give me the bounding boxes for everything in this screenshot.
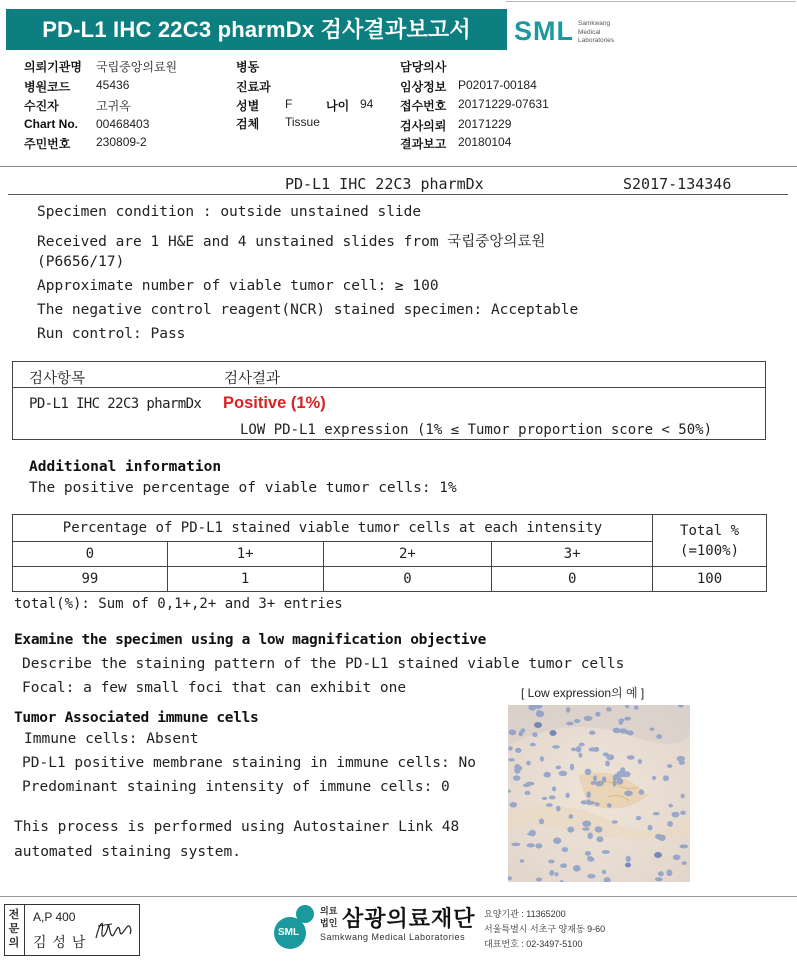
intensity-col-header: 1+ — [167, 542, 323, 567]
nucleus — [553, 837, 561, 844]
nucleus — [514, 764, 520, 771]
nucleus — [508, 758, 515, 761]
nucleus — [656, 835, 663, 840]
nucleus — [536, 843, 543, 848]
value-test-request: 20171229 — [458, 117, 512, 131]
label-resident-no: 주민번호 — [24, 137, 71, 151]
label-institution: 의뢰기관명 — [24, 60, 82, 74]
nucleus — [595, 802, 600, 806]
nucleus — [656, 734, 662, 739]
intensity-value: 0 — [323, 567, 492, 592]
nucleus — [595, 781, 603, 787]
nucleus — [519, 731, 523, 736]
value-clinical-info: P02017-00184 — [458, 78, 537, 92]
nucleus — [574, 719, 581, 723]
nucleus — [546, 803, 553, 807]
value-patient: 고귀옥 — [96, 99, 131, 113]
nucleus — [567, 827, 574, 833]
nucleus — [532, 732, 537, 737]
org-phone: 대표번호 : 02-3497-5100 — [484, 939, 583, 949]
nucleus — [544, 772, 551, 778]
label-age: 나이 — [326, 99, 350, 113]
value-age: 94 — [360, 97, 374, 111]
nucleus — [673, 855, 681, 861]
nucleus — [587, 833, 593, 840]
sml-logo-sub-1: Samkwang — [578, 20, 611, 27]
micrograph-svg — [508, 705, 690, 882]
nucleus — [555, 872, 559, 876]
nucleus — [682, 861, 687, 865]
nucleus — [511, 843, 520, 847]
nucleus — [680, 844, 689, 848]
nucleus — [626, 856, 631, 862]
nucleus — [573, 865, 581, 872]
label-result-report: 결과보고 — [400, 137, 447, 151]
specialist-label: 전문의 — [8, 909, 20, 949]
value-resident-no: 230809-2 — [96, 135, 147, 149]
nucleus — [540, 756, 544, 761]
process-line: automated staining system. — [14, 844, 241, 860]
intensity-col-header: 3+ — [492, 542, 653, 567]
signature-image — [92, 912, 136, 946]
nucleus — [552, 786, 556, 791]
specimen-line: Specimen condition : outside unstained slide — [37, 204, 422, 220]
nucleus — [559, 771, 568, 777]
immune-line: Predominant staining intensity of immune cells: 0 — [22, 779, 450, 795]
ap-label: A,P 400 — [33, 910, 76, 924]
org-small-1: 의료 — [320, 906, 338, 916]
image-caption: [ Low expression의 예 ] — [521, 686, 645, 700]
nucleus — [585, 769, 592, 775]
total-header-line-2: (=100%) — [680, 542, 740, 559]
nucleus — [562, 847, 568, 852]
result-positive: Positive (1%) — [223, 394, 326, 412]
label-ward: 병동 — [236, 60, 260, 74]
nucleus — [602, 850, 610, 854]
result-value-header: 검사결과 — [224, 371, 281, 387]
nucleus — [650, 728, 655, 731]
nucleus — [652, 776, 656, 780]
nucleus — [666, 870, 672, 877]
nucleus — [579, 743, 585, 746]
nucleus — [571, 748, 576, 752]
nucleus — [510, 802, 518, 808]
nucleus — [582, 821, 591, 827]
nucleus — [620, 767, 625, 774]
nucleus — [536, 878, 542, 882]
nucleus — [680, 811, 686, 815]
immune-title: Tumor Associated immune cells — [14, 710, 259, 726]
label-department: 진료과 — [236, 80, 271, 94]
nucleus — [634, 705, 639, 709]
nucleus — [655, 877, 663, 881]
micrograph-image — [508, 705, 690, 882]
label-doctor: 담당의사 — [400, 60, 447, 74]
org-small-2: 법인 — [320, 918, 338, 928]
value-specimen: Tissue — [285, 115, 320, 129]
nucleus — [653, 812, 660, 815]
footer-logo — [272, 903, 320, 951]
value-hospital-code: 45436 — [96, 78, 130, 92]
nucleus — [548, 860, 554, 864]
result-interpretation: LOW PD-L1 expression (1% ≤ Tumor proportion score < 50%) — [240, 422, 713, 438]
label-receipt-no: 접수번호 — [400, 99, 447, 113]
nucleus — [593, 775, 597, 781]
nucleus — [663, 775, 669, 781]
nucleus — [576, 746, 582, 753]
nucleus — [667, 821, 673, 827]
result-box-separator — [12, 387, 766, 388]
nucleus — [624, 791, 633, 797]
report-title: PD-L1 IHC 22C3 pharmDx 검사결과보고서 — [6, 9, 507, 50]
nucleus — [570, 764, 574, 771]
specimen-line: Approximate number of viable tumor cell: ≥ 100 — [37, 278, 439, 294]
nucleus — [584, 716, 593, 721]
nucleus — [587, 791, 591, 797]
header-divider — [0, 166, 797, 167]
org-registration: 요양기관 : 11365200 — [484, 909, 566, 919]
immune-line: Immune cells: Absent — [24, 731, 199, 747]
test-name-heading: PD-L1 IHC 22C3 pharmDx — [285, 175, 484, 193]
nucleus — [523, 784, 531, 787]
value-chart-no: 00468403 — [96, 117, 150, 131]
nucleus — [582, 827, 590, 831]
label-hospital-code: 병원코드 — [24, 80, 71, 94]
org-name: 삼광의료재단 — [342, 906, 476, 931]
intensity-total: 100 — [653, 567, 767, 592]
intensity-value: 99 — [13, 567, 168, 592]
result-item: PD-L1 IHC 22C3 pharmDx — [29, 396, 202, 412]
nucleus — [627, 755, 635, 759]
report-title-rule — [8, 194, 788, 195]
nucleus — [589, 731, 595, 735]
nucleus — [681, 794, 685, 799]
doctor-name: 김 성 남 — [33, 934, 87, 950]
top-rule — [506, 1, 796, 2]
nucleus — [552, 745, 560, 749]
intensity-col-header: 2+ — [323, 542, 492, 567]
nucleus — [595, 712, 600, 717]
intensity-footnote: total(%): Sum of 0,1+,2+ and 3+ entries — [14, 596, 343, 612]
nucleus — [606, 707, 612, 711]
intensity-table-title: Percentage of PD-L1 stained viable tumor cells at each intensity — [13, 515, 653, 542]
sml-logo-sub-3: Laboratories — [578, 37, 615, 44]
label-sex: 성별 — [236, 99, 260, 113]
nucleus — [587, 799, 591, 805]
nucleus — [526, 761, 531, 766]
nucleus — [619, 721, 623, 725]
label-clinical-info: 임상정보 — [400, 80, 447, 94]
specimen-line: Received are 1 H&E and 4 unstained slides from 국립중앙의료원 — [37, 234, 546, 250]
specimen-line: (P6656/17) — [37, 254, 125, 270]
nucleus — [569, 814, 573, 819]
nucleus — [530, 743, 536, 747]
nucleus — [529, 830, 536, 837]
org-sub: Samkwang Medical Laboratories — [320, 932, 466, 942]
nucleus — [648, 825, 653, 831]
value-institution: 국립중앙의료원 — [96, 60, 178, 74]
signature-box-divider — [24, 904, 25, 956]
nucleus — [578, 753, 582, 758]
nucleus — [527, 843, 535, 847]
nucleus — [605, 761, 610, 767]
nucleus — [672, 812, 680, 818]
nucleus — [596, 836, 603, 842]
nucleus — [636, 816, 641, 820]
intensity-table — [12, 514, 767, 592]
total-header-line-1: Total % — [680, 522, 740, 539]
nucleus — [549, 795, 556, 799]
nucleus — [513, 775, 520, 781]
nucleus — [515, 748, 521, 753]
value-result-report: 20180104 — [458, 135, 512, 149]
nucleus — [639, 789, 644, 794]
nucleus — [566, 707, 570, 713]
sml-logo — [514, 16, 634, 50]
label-patient: 수진자 — [24, 99, 59, 113]
nucleus — [619, 773, 627, 777]
value-sex: F — [285, 97, 293, 111]
nucleus — [667, 764, 672, 768]
label-specimen: 검체 — [236, 117, 260, 131]
nucleus — [537, 710, 541, 713]
nucleus — [560, 863, 567, 868]
nucleus — [508, 746, 513, 750]
label-test-request: 검사의뢰 — [400, 119, 447, 133]
nucleus — [658, 871, 664, 876]
nucleus — [606, 754, 614, 760]
nucleus — [566, 722, 573, 726]
label-chart-no: Chart No. — [24, 117, 78, 131]
intensity-value: 1 — [167, 567, 323, 592]
intensity-col-header: 0 — [13, 542, 168, 567]
report-id: S2017-134346 — [623, 175, 732, 193]
examine-line: Focal: a few small foci that can exhibit one — [22, 680, 407, 696]
sml-logo-sub-2: Medical — [578, 28, 601, 36]
nucleus — [556, 766, 562, 770]
examine-line: Describe the staining pattern of the PD-L1 stained viable tumor cells — [22, 656, 625, 672]
process-line: This process is performed using Autostainer Link 48 — [14, 819, 460, 835]
nucleus — [591, 781, 597, 785]
nucleus — [607, 803, 612, 808]
nucleus — [587, 856, 593, 860]
nucleus — [617, 778, 623, 784]
nucleus — [566, 793, 570, 798]
nucleus — [585, 851, 591, 856]
footer-logo-text: SML — [278, 927, 300, 938]
intensity-value: 0 — [492, 567, 653, 592]
nucleus — [520, 859, 524, 862]
nucleus — [625, 717, 631, 721]
nucleus — [595, 826, 603, 832]
additional-info-title: Additional information — [29, 459, 222, 475]
specimen-line: Run control: Pass — [37, 326, 186, 342]
nucleus — [612, 820, 618, 824]
immune-line: PD-L1 positive membrane staining in immune cells: No — [22, 755, 476, 771]
nucleus — [602, 870, 606, 874]
nucleus — [525, 791, 531, 795]
additional-info-text: The positive percentage of viable tumor cells: 1% — [29, 480, 457, 496]
nucleus — [556, 806, 561, 812]
org-address: 서울특별시 서초구 양재동 9-60 — [484, 924, 606, 934]
nucleus — [638, 759, 642, 764]
nucleus — [549, 870, 554, 876]
nucleus — [669, 804, 673, 808]
value-receipt-no: 20171229-07631 — [458, 97, 549, 111]
examine-title: Examine the specimen using a low magnification objective — [14, 632, 487, 648]
nucleus — [589, 747, 597, 751]
nucleus — [677, 756, 685, 762]
nucleus — [542, 797, 548, 800]
footer-divider — [0, 896, 797, 897]
sml-logo-text: SML — [514, 16, 574, 46]
nucleus — [509, 729, 517, 735]
total-header — [653, 515, 767, 567]
nucleus — [619, 728, 628, 733]
nucleus — [587, 874, 595, 879]
specimen-line: The negative control reagent(NCR) stained specimen: Acceptable — [37, 302, 579, 318]
result-item-header: 검사항목 — [29, 371, 86, 387]
nucleus — [539, 819, 544, 825]
